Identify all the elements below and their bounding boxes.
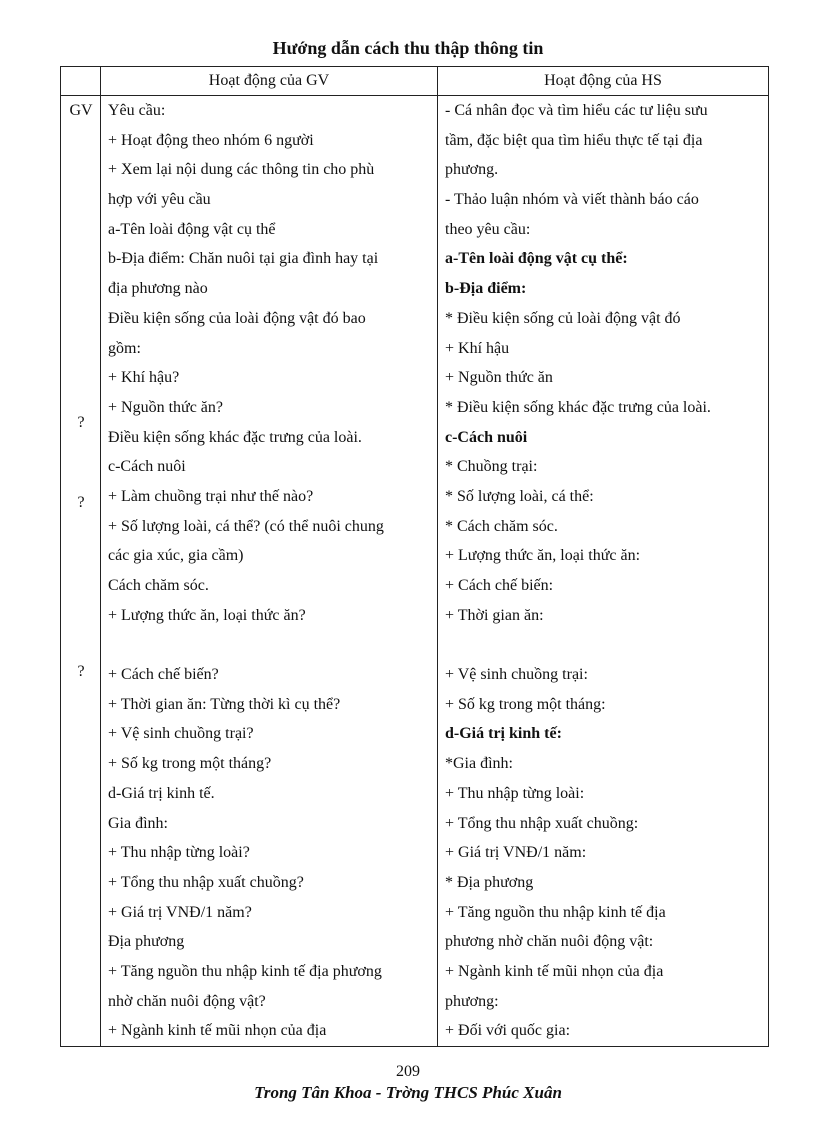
hs-line: theo yêu cầu: (445, 220, 531, 238)
gv-line: gồm: (108, 339, 141, 357)
side-label-question: ? (77, 414, 85, 431)
hs-line: + Cách chế biến: (445, 577, 554, 594)
gv-line (101, 630, 437, 660)
hs-line: * Cách chăm sóc. (445, 517, 558, 535)
hs-line: + Số kg trong một tháng: (445, 695, 606, 713)
hs-line: + Nguồn thức ăn (445, 369, 553, 387)
hs-line: + Giá trị VNĐ/1 năm: (445, 844, 587, 862)
table-body-row (61, 96, 769, 1047)
gv-line: + Xem lại nội dung các thông tin cho phù (108, 161, 375, 179)
gv-line: + Ngành kinh tế mũi nhọn của địa (108, 1022, 327, 1040)
side-label-question: ? (77, 494, 85, 511)
gv-line: + Giá trị VNĐ/1 năm? (108, 903, 252, 921)
hs-line: - Cá nhân đọc và tìm hiểu các tư liệu sưu (445, 102, 708, 119)
page-number: 209 (396, 1063, 420, 1080)
header-gv: Hoạt động của GV (101, 67, 438, 96)
gv-line: + Cách chế biến? (108, 666, 219, 684)
hs-column (438, 96, 769, 1047)
hs-section-heading: c-Cách nuôi (445, 428, 528, 446)
gv-line: + Làm chuồng trại như thế nào? (108, 487, 314, 505)
gv-line: Điều kiện sống khác đặc trưng của loài. (108, 428, 362, 446)
hs-line: + Tăng nguồn thu nhập kinh tế địa (445, 903, 666, 921)
hs-section-heading: d-Giá trị kinh tế: (445, 725, 562, 743)
hs-line: phương nhờ chăn nuôi động vật: (445, 933, 654, 951)
hs-line: * Chuồng trại: (445, 458, 538, 476)
gv-line: + Vệ sinh chuồng trại? (108, 725, 254, 743)
gv-line: d-Giá trị kinh tế. (108, 784, 215, 802)
hs-line: - Thảo luận nhóm và viết thành báo cáo (445, 191, 699, 209)
hs-line: phương: (445, 992, 499, 1010)
hs-line: * Điều kiện sống khác đặc trưng của loài. (445, 398, 711, 416)
gv-line: + Lượng thức ăn, loại thức ăn? (108, 606, 306, 624)
hs-line: + Lượng thức ăn, loại thức ăn: (445, 547, 641, 565)
hs-line: phương. (445, 161, 499, 179)
gv-line: + Tăng nguồn thu nhập kinh tế địa phương (108, 962, 382, 980)
hs-line: * Số lượng loài, cá thể: (445, 487, 594, 505)
hs-line: + Thời gian ăn: (445, 606, 544, 624)
side-column (61, 96, 101, 1047)
hs-line: + Thu nhập từng loài: (445, 784, 585, 802)
hs-line: + Đối với quốc gia: (445, 1022, 571, 1040)
gv-line: các gia xúc, gia cầm) (108, 547, 244, 565)
gv-line: Điều kiện sống của loài động vật đó bao (108, 309, 366, 327)
hs-line: *Gia đình: (445, 755, 513, 773)
gv-line: + Nguồn thức ăn? (108, 398, 223, 416)
table-header-row (61, 67, 769, 96)
gv-line: + Tổng thu nhập xuất chuồng? (108, 873, 304, 891)
gv-line: hợp với yêu cầu (108, 191, 211, 209)
hs-line (438, 630, 768, 660)
gv-line: + Thu nhập từng loài? (108, 844, 250, 862)
hs-line: + Ngành kinh tế mũi nhọn của địa (445, 962, 664, 980)
hs-line: * Điều kiện sống củ loài động vật đó (445, 309, 681, 327)
gv-line: + Hoạt động theo nhóm 6 người (108, 131, 314, 149)
header-side (61, 67, 101, 96)
gv-line: địa phương nào (108, 280, 208, 298)
side-label-question: ? (77, 663, 85, 680)
gv-line: Yêu cầu: (108, 102, 166, 119)
header-hs: Hoạt động của HS (438, 67, 769, 96)
gv-line: + Khí hậu? (108, 369, 180, 387)
gv-line: + Số kg trong một tháng? (108, 755, 272, 773)
hs-line: + Khí hậu (445, 339, 510, 357)
gv-line: c-Cách nuôi (108, 458, 186, 476)
gv-column (101, 96, 438, 1047)
gv-line: b-Địa điểm: Chăn nuôi tại gia đình hay tại (108, 250, 379, 268)
hs-line: tầm, đặc biệt qua tìm hiểu thực tế tại địa (445, 131, 703, 149)
hs-line: + Tổng thu nhập xuất chuồng: (445, 814, 639, 832)
document-title: Hướng dẫn cách thu thập thông tin (272, 38, 544, 58)
hs-line: * Địa phương (445, 873, 534, 891)
activity-table (60, 66, 769, 1047)
page-footer: Trong Tân Khoa - Trờng THCS Phúc Xuân (254, 1083, 562, 1102)
gv-line: Cách chăm sóc. (108, 577, 209, 594)
gv-line: Địa phương (108, 933, 185, 951)
gv-line: a-Tên loài động vật cụ thể (108, 220, 276, 238)
hs-section-heading: a-Tên loài động vật cụ thể: (445, 250, 628, 268)
hs-section-heading: b-Địa điểm: (445, 280, 527, 298)
side-label-gv: GV (69, 102, 93, 119)
gv-line: nhờ chăn nuôi động vật? (108, 992, 266, 1010)
hs-line: + Vệ sinh chuồng trại: (445, 666, 588, 684)
gv-line: + Số lượng loài, cá thể? (có thể nuôi chung (108, 517, 384, 535)
gv-line: Gia đình: (108, 814, 168, 832)
gv-line: + Thời gian ăn: Từng thời kì cụ thể? (108, 695, 341, 713)
